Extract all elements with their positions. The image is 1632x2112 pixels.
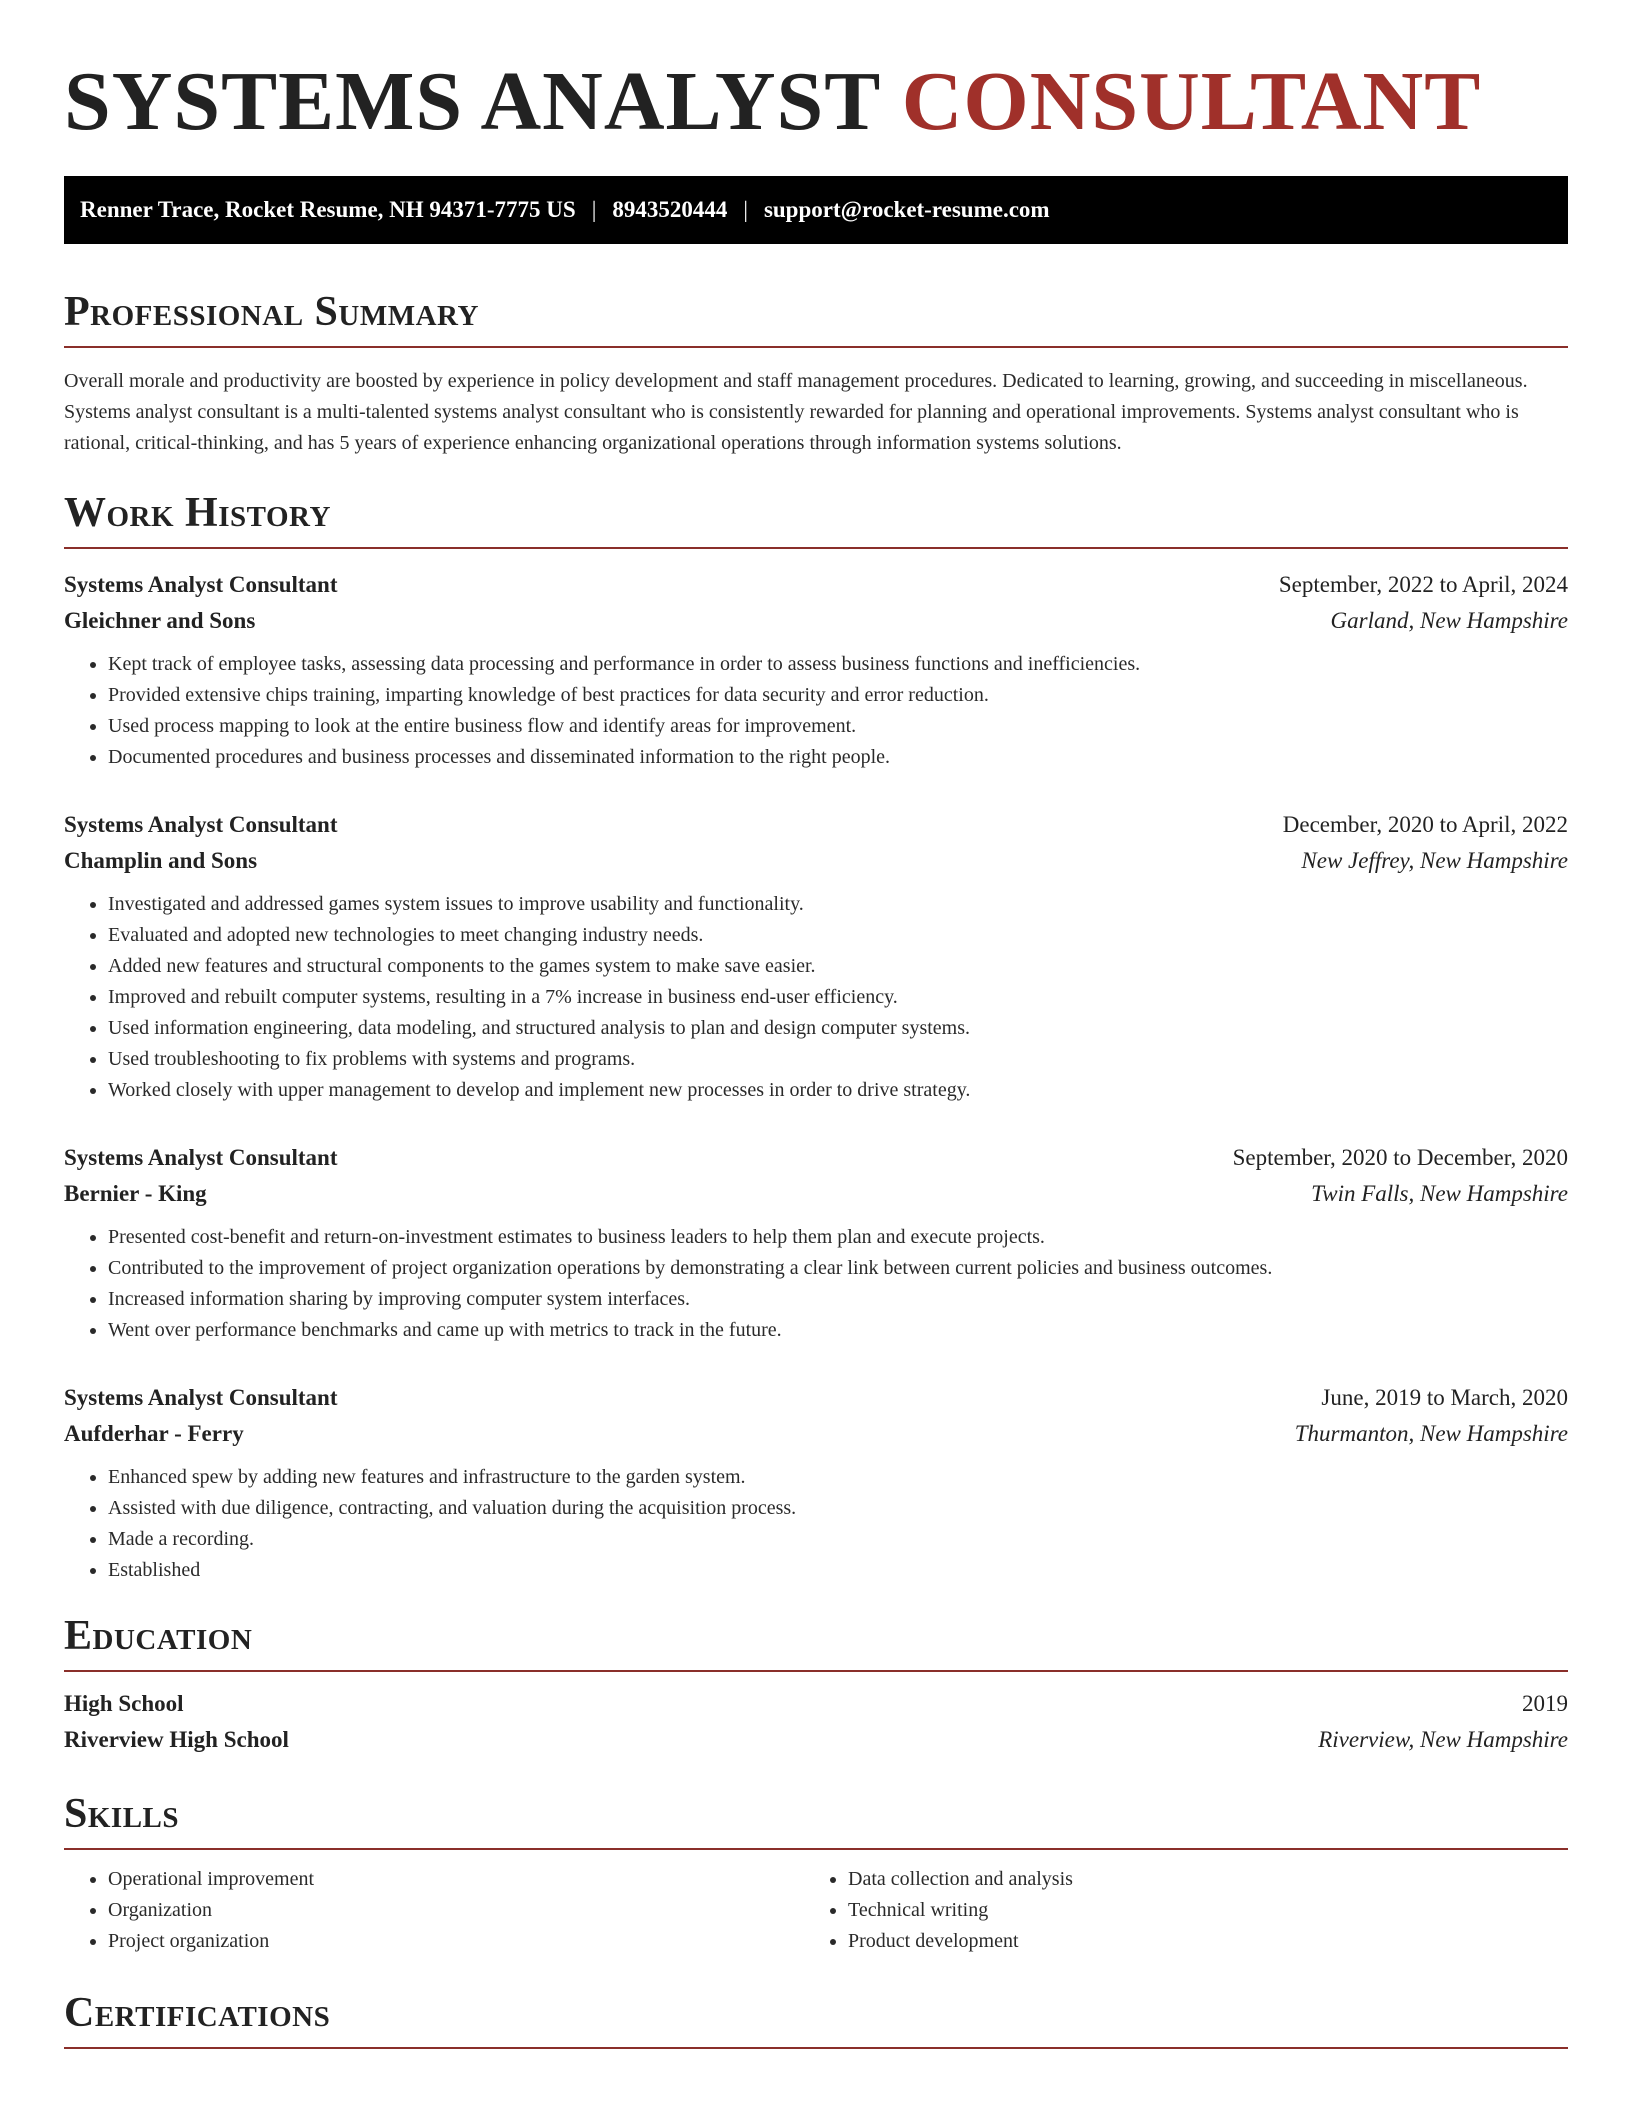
job-company-row	[64, 843, 1568, 879]
skills-column-right	[804, 1864, 1544, 1957]
list-item: • Made a recording.	[108, 1524, 1568, 1555]
contact-email: support@rocket-resume.com	[763, 197, 1050, 222]
section-divider	[64, 1848, 1568, 1850]
job-header-row	[64, 567, 1568, 603]
summary-text: Overall morale and productivity are boosted by experience in policy development and staff management procedures. Dedicated to learning, growing, and succeeding in miscellaneous. Systems analyst consultant is a multi-talented systems analyst consultant who is consistently rewarded for planning and operational improvements. Systems analyst consultant who is rational, critical-thinking, and has 5 years of experience enhancing organizational operations through information systems solutions.	[64, 370, 1528, 454]
list-item: • Established	[108, 1555, 1568, 1586]
list-item: • Used troubleshooting to fix problems with systems and programs.	[108, 1044, 1568, 1075]
page-title	[64, 0, 1568, 176]
education-school: Riverview High School	[64, 1727, 289, 1752]
job-dates: June, 2019 to March, 2020	[1321, 1385, 1568, 1410]
title-main: SYSTEMS ANALYST	[64, 55, 880, 148]
contact-separator: |	[591, 197, 597, 222]
job-header-row	[64, 1380, 1568, 1416]
section-divider	[64, 547, 1568, 549]
job-entry	[64, 1380, 1568, 1586]
list-item: • Kept track of employee tasks, assessing data processing and performance in order to assess business functions and inefficiencies.	[108, 649, 1568, 680]
skills-section	[64, 1786, 1568, 1957]
education-year: 2019	[1522, 1691, 1568, 1716]
job-company: Bernier - King	[64, 1181, 207, 1206]
skills-grid	[64, 1864, 1568, 1957]
job-header-row	[64, 1140, 1568, 1176]
list-item: • Improved and rebuilt computer systems, resulting in a 7% increase in business end-user efficiency.	[108, 982, 1568, 1013]
list-item: • Increased information sharing by improving computer system interfaces.	[108, 1284, 1568, 1315]
section-heading: Education	[64, 1613, 253, 1659]
job-location: Garland, New Hampshire	[1330, 608, 1568, 633]
list-item: • Contributed to the improvement of project organization operations by demonstrating a clear link between current policies and business outcomes.	[108, 1253, 1568, 1284]
job-entry	[64, 1140, 1568, 1346]
education-degree: High School	[64, 1691, 184, 1716]
section-heading: Skills	[64, 1791, 180, 1837]
summary-section	[64, 284, 1568, 459]
list-item: • Added new features and structural components to the games system to make save easier.	[108, 951, 1568, 982]
job-company-row	[64, 1416, 1568, 1452]
job-entry	[64, 567, 1568, 773]
contact-address: Renner Trace, Rocket Resume, NH 94371-7775 US	[80, 197, 576, 222]
job-title: Systems Analyst Consultant	[64, 572, 338, 597]
contact-separator: |	[743, 197, 748, 222]
education-entry	[64, 1686, 1568, 1758]
resume-page	[64, 0, 1568, 2049]
list-item: • Used process mapping to look at the entire business flow and identify areas for improvement.	[108, 711, 1568, 742]
list-item: • Operational improvement	[108, 1864, 804, 1895]
job-dates: September, 2020 to December, 2020	[1232, 1145, 1568, 1170]
section-heading: Work History	[64, 490, 331, 536]
job-company: Aufderhar - Ferry	[64, 1421, 244, 1446]
list-item: • Worked closely with upper management to develop and implement new processes in order to drive strategy.	[108, 1075, 1568, 1106]
work-history-section	[64, 485, 1568, 1586]
list-item: • Used information engineering, data modeling, and structured analysis to plan and design computer systems.	[108, 1013, 1568, 1044]
list-item: • Documented procedures and business processes and disseminated information to the right people.	[108, 742, 1568, 773]
skills-column-left	[64, 1864, 804, 1957]
list-item: • Product development	[848, 1926, 1544, 1957]
job-company: Gleichner and Sons	[64, 608, 256, 633]
job-title: Systems Analyst Consultant	[64, 1145, 338, 1170]
certifications-section	[64, 1985, 1568, 2049]
list-item: • Organization	[108, 1895, 804, 1926]
education-section	[64, 1608, 1568, 1758]
list-item: • Project organization	[108, 1926, 804, 1957]
section-divider	[64, 346, 1568, 348]
section-heading: Professional Summary	[64, 289, 479, 335]
job-location: Thurmanton, New Hampshire	[1294, 1421, 1568, 1446]
list-item: • Investigated and addressed games system issues to improve usability and functionality.	[108, 889, 1568, 920]
job-header-row	[64, 807, 1568, 843]
list-item: • Assisted with due diligence, contracting, and valuation during the acquisition process.	[108, 1493, 1568, 1524]
title-accent: CONSULTANT	[901, 55, 1482, 148]
education-school-row	[64, 1722, 1568, 1758]
list-item: • Provided extensive chips training, imparting knowledge of best practices for data security and error reduction.	[108, 680, 1568, 711]
section-heading: Certifications	[64, 1990, 331, 2036]
section-divider	[64, 1670, 1568, 1672]
job-location: New Jeffrey, New Hampshire	[1301, 848, 1568, 873]
list-item: • Enhanced spew by adding new features and infrastructure to the garden system.	[108, 1462, 1568, 1493]
list-item: • Data collection and analysis	[848, 1864, 1544, 1895]
job-title: Systems Analyst Consultant	[64, 1385, 338, 1410]
job-company-row	[64, 603, 1568, 639]
education-header-row	[64, 1686, 1568, 1722]
job-location: Twin Falls, New Hampshire	[1311, 1181, 1568, 1206]
list-item: • Technical writing	[848, 1895, 1544, 1926]
list-item: • Evaluated and adopted new technologies to meet changing industry needs.	[108, 920, 1568, 951]
job-bullets	[64, 1222, 1568, 1346]
job-title: Systems Analyst Consultant	[64, 812, 338, 837]
job-dates: December, 2020 to April, 2022	[1282, 812, 1568, 837]
list-item: • Went over performance benchmarks and came up with metrics to track in the future.	[108, 1315, 1568, 1346]
job-company-row	[64, 1176, 1568, 1212]
job-bullets	[64, 649, 1568, 773]
contact-phone: 8943520444	[612, 197, 728, 222]
job-bullets	[64, 1462, 1568, 1586]
job-dates: September, 2022 to April, 2024	[1278, 572, 1568, 597]
list-item: • Presented cost-benefit and return-on-investment estimates to business leaders to help them plan and execute projects.	[108, 1222, 1568, 1253]
job-bullets	[64, 889, 1568, 1106]
education-location: Riverview, New Hampshire	[1318, 1727, 1568, 1752]
contact-bar	[64, 176, 1568, 244]
job-entry	[64, 807, 1568, 1106]
section-divider	[64, 2047, 1568, 2049]
job-company: Champlin and Sons	[64, 848, 258, 873]
